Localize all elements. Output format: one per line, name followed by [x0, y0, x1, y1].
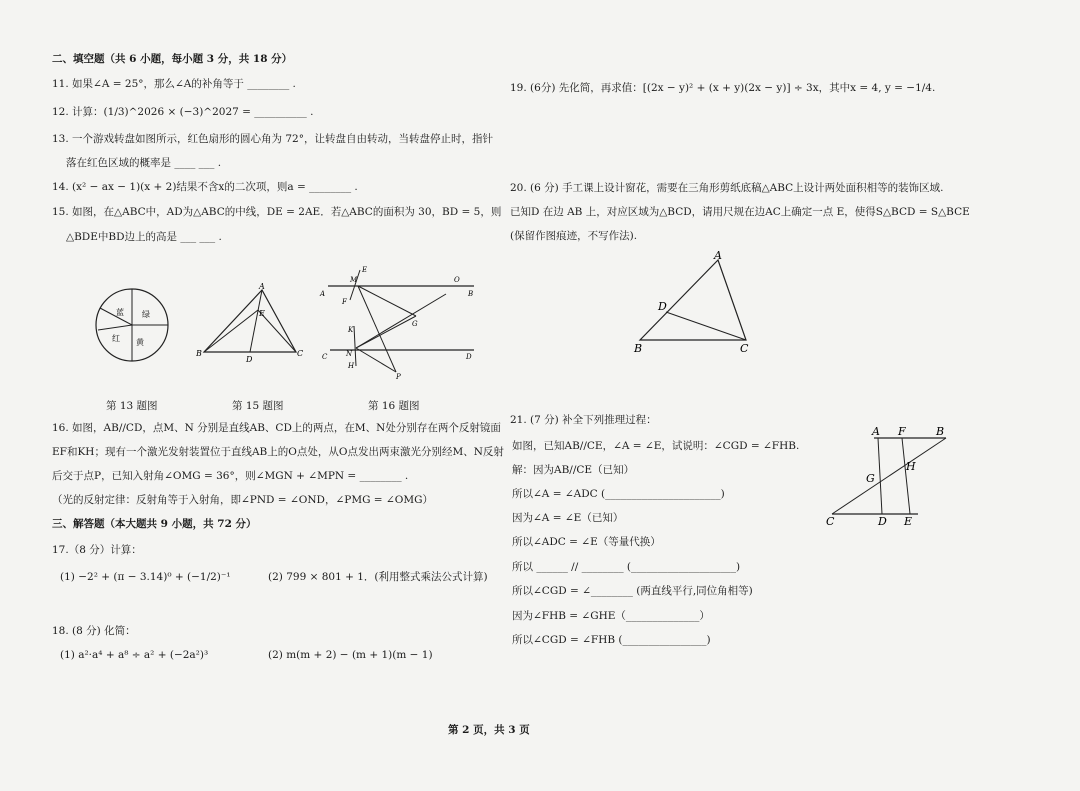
- question-16-line4: （光的反射定律：反射角等于入射角，即∠PND = ∠OND，∠PMG = ∠OMG）: [52, 494, 433, 506]
- svg-text:A: A: [714, 249, 722, 262]
- question-17-part2: (2) 799 × 801 + 1．(利用整式乘法公式计算): [268, 571, 488, 583]
- svg-text:H: H: [348, 362, 355, 370]
- question-19: 19. (6分) 先化简，再求值：[(2x − y)² + (x + y)(2x − y)] ÷ 3x，其中x = 4, y = −1/4.: [510, 82, 936, 94]
- svg-text:C: C: [826, 515, 835, 528]
- page-footer: 第 2 页，共 3 页: [448, 724, 530, 736]
- question-21-line3: 因为∠A = ∠E（已知）: [512, 512, 624, 524]
- question-18: 18. (8 分) 化简：: [52, 625, 136, 637]
- svg-text:C: C: [297, 349, 304, 358]
- svg-text:D: D: [246, 355, 253, 364]
- question-21-line6: 所以∠CGD = ∠________ (两直线平行,同位角相等): [512, 585, 753, 597]
- fig13-sector-yellow: 黄: [136, 338, 144, 347]
- figure-20-triangle: [626, 248, 756, 356]
- svg-text:B: B: [196, 349, 202, 358]
- fig13-sector-green: 绿: [142, 310, 150, 319]
- question-18-part1: (1) a²·a⁴ + a⁸ ÷ a² + (−2a²)³: [60, 649, 209, 661]
- caption-figure-16: 第 16 题图: [368, 400, 420, 412]
- question-17-part1: (1) −2² + (π − 3.14)⁰ + (−1/2)⁻¹: [60, 571, 231, 583]
- svg-text:A: A: [872, 425, 880, 438]
- section-2-heading: 二、填空题（共 6 小题，每小题 3 分，共 18 分）: [52, 53, 293, 65]
- svg-text:E: E: [259, 309, 265, 318]
- svg-text:D: D: [878, 515, 887, 528]
- svg-text:D: D: [466, 353, 472, 361]
- question-13-line1: 13. 一个游戏转盘如图所示，红色扇形的圆心角为 72°，让转盘自由转动，当转盘停止时，指针: [52, 133, 493, 145]
- svg-text:F: F: [342, 298, 347, 306]
- question-17: 17.（8 分）计算：: [52, 544, 142, 556]
- question-15-line1: 15. 如图，在△ABC中，AD为△ABC的中线，DE = 2AE．若△ABC的面积为 30，BD = 5，则: [52, 206, 502, 218]
- svg-text:E: E: [362, 266, 368, 274]
- svg-text:F: F: [898, 425, 906, 438]
- question-15-line2: △BDE中BD边上的高是 ___ ___ .: [66, 231, 222, 243]
- question-21: 21. (7 分) 补全下列推理过程：: [510, 414, 657, 426]
- question-21-line4: 所以∠ADC = ∠E（等量代换）: [512, 536, 661, 548]
- svg-text:G: G: [412, 320, 418, 328]
- question-12: 12. 计算：(1/3)^2026 × (−3)^2027 = __________ .: [52, 106, 314, 118]
- section-3-heading: 三、解答题（本大题共 9 小题，共 72 分）: [52, 518, 257, 530]
- question-16-line1: 16. 如图，AB//CD，点M、N 分别是直线AB、CD上的两点，在M、N处分别存在两个反射镜面: [52, 422, 501, 434]
- question-16-line2: EF和KH；现有一个激光发射装置位于直线AB上的O点处，从O点发出两束激光分别经M、N反射: [52, 446, 504, 458]
- svg-text:D: D: [658, 300, 667, 313]
- svg-text:B: B: [468, 290, 474, 298]
- question-16-line3: 后交于点P，已知入射角∠OMG = 36°，则∠MGN + ∠MPN = ________ .: [52, 470, 409, 482]
- svg-text:M: M: [350, 276, 358, 284]
- question-20-line3: (保留作图痕迹，不写作法).: [510, 230, 638, 242]
- svg-text:G: G: [866, 472, 875, 485]
- svg-text:A: A: [259, 282, 265, 291]
- figure-21-parallel-lines: [822, 424, 952, 528]
- question-21-given: 如图，已知AB//CE，∠A = ∠E，试说明：∠CGD = ∠FHB.: [512, 440, 800, 452]
- question-18-part2: (2) m(m + 2) − (m + 1)(m − 1): [268, 649, 433, 661]
- question-14: 14. (x² − ax − 1)(x + 2)结果不含x的二次项，则a = ________ .: [52, 181, 358, 193]
- svg-text:B: B: [634, 342, 643, 355]
- fig13-sector-red: 红: [112, 334, 120, 343]
- figure-16-mirrors: [316, 262, 480, 380]
- svg-text:H: H: [906, 460, 916, 473]
- question-21-line1: 解：因为AB//CE（已知）: [512, 464, 635, 476]
- question-21-line7: 因为∠FHB = ∠GHE（______________）: [512, 610, 710, 622]
- question-21-line8: 所以∠CGD = ∠FHB (________________): [512, 634, 711, 646]
- svg-text:O: O: [454, 276, 460, 284]
- svg-text:B: B: [936, 425, 945, 438]
- question-20-line1: 20. (6 分) 手工课上设计窗花，需要在三角形剪纸底稿△ABC上设计两处面积相等的装饰区域.: [510, 182, 944, 194]
- svg-text:C: C: [740, 342, 749, 355]
- figure-15-triangle: [196, 282, 306, 364]
- svg-text:K: K: [348, 326, 354, 334]
- figure-13-spinner: [92, 285, 174, 365]
- caption-figure-13: 第 13 题图: [106, 400, 158, 412]
- fig13-sector-blue: 蓝: [116, 308, 124, 317]
- caption-figure-15: 第 15 题图: [232, 400, 284, 412]
- question-21-line2: 所以∠A = ∠ADC (______________________): [512, 488, 725, 500]
- svg-text:P: P: [396, 373, 401, 380]
- svg-text:E: E: [904, 515, 913, 528]
- svg-text:A: A: [320, 290, 326, 298]
- question-11: 11. 如果∠A = 25°，那么∠A的补角等于 ________ .: [52, 78, 296, 90]
- question-13-line2: 落在红色区域的概率是 ____ ___ .: [66, 157, 222, 169]
- question-21-line5: 所以 ______ // ________ (____________________): [512, 561, 741, 573]
- svg-text:N: N: [346, 350, 353, 358]
- svg-text:C: C: [322, 353, 328, 361]
- question-20-line2: 已知D 在边 AB 上，对应区域为△BCD，请用尺规在边AC上确定一点 E，使得S△BCD = S△BCE: [510, 206, 970, 218]
